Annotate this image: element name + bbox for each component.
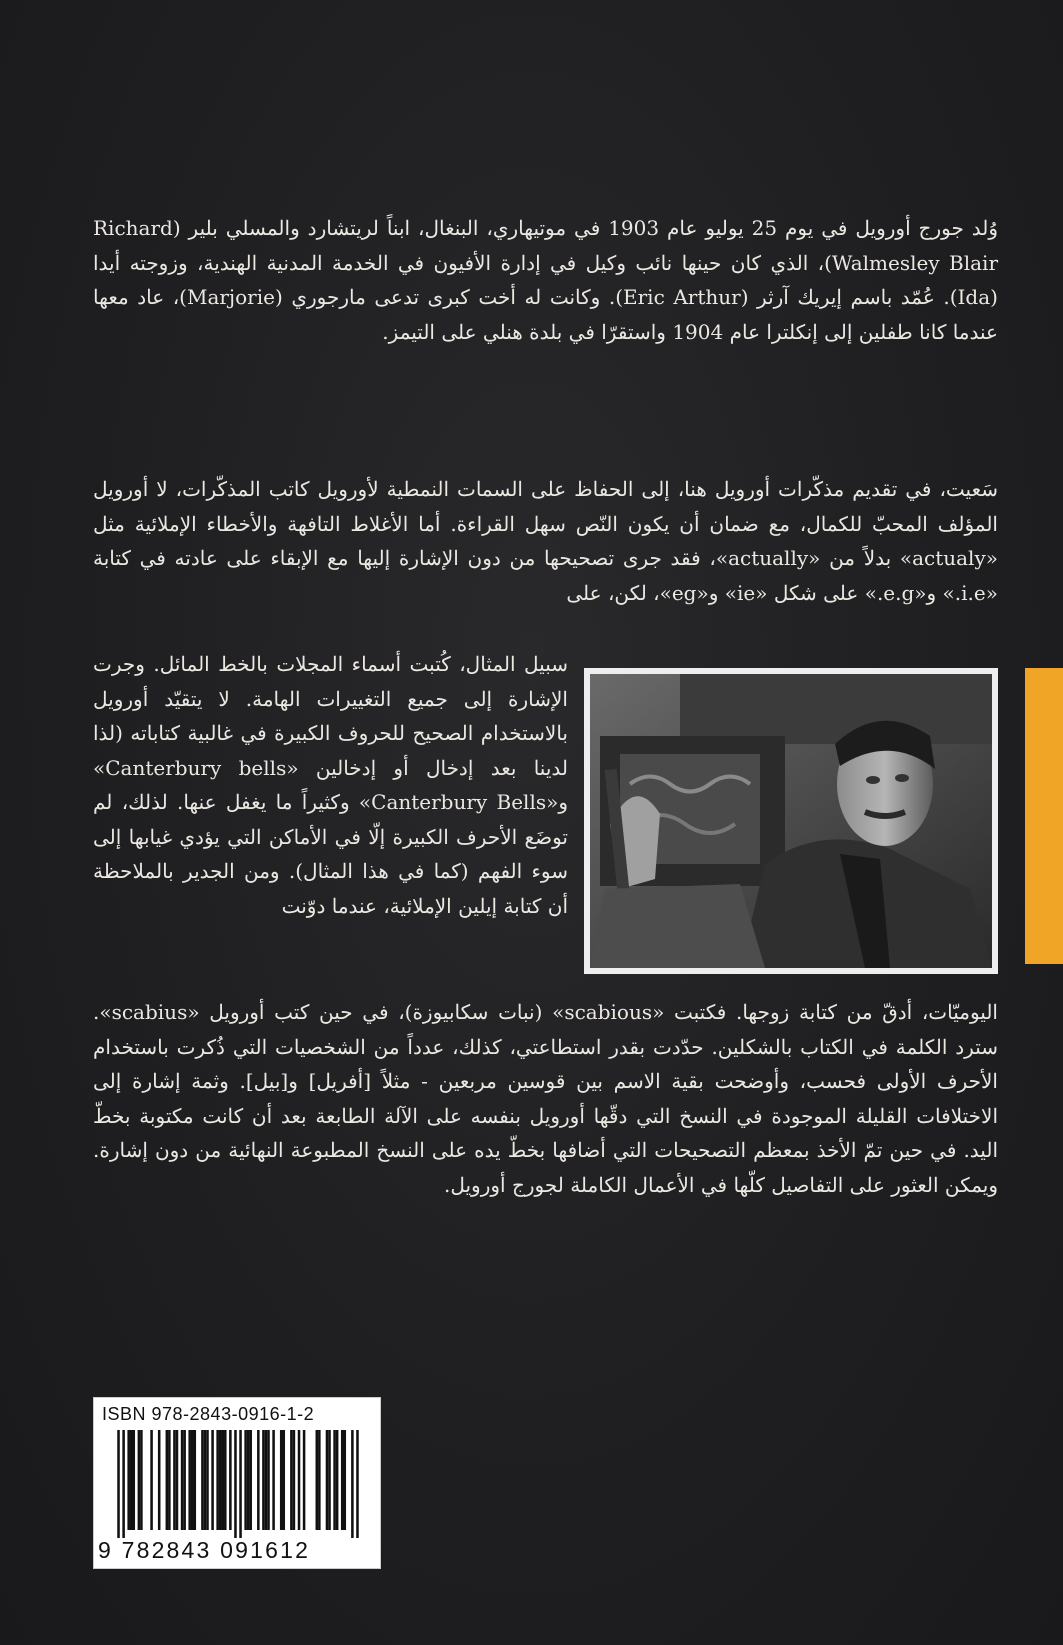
barcode-bar <box>216 1430 219 1530</box>
isbn-barcode <box>93 1397 381 1569</box>
barcode-bar <box>181 1430 184 1530</box>
barcode-bar <box>168 1430 171 1530</box>
barcode-bar <box>234 1430 237 1538</box>
barcode-bar <box>191 1430 194 1530</box>
ean-digits: 9 782843 091612 <box>98 1537 311 1563</box>
barcode-bar <box>127 1430 130 1530</box>
barcode-bar <box>239 1430 242 1538</box>
barcode-bar <box>150 1430 153 1530</box>
barcode-bar <box>247 1430 250 1530</box>
barcode-bar <box>219 1430 222 1530</box>
portrait-image-icon <box>590 674 992 968</box>
barcode-bar <box>221 1430 224 1530</box>
barcode-bar <box>356 1430 359 1538</box>
barcode-bar <box>176 1430 179 1530</box>
barcode-bar <box>140 1430 143 1530</box>
barcode-bar <box>265 1430 268 1530</box>
barcode-bar <box>318 1430 321 1530</box>
barcode-bar <box>280 1430 283 1530</box>
barcode-bar <box>336 1430 339 1530</box>
barcode-bar <box>244 1430 247 1530</box>
author-bio-paragraph: وُلد جورج أورويل في يوم 25 يوليو عام 1903 في موتيهاري، البنغال، ابناً لريتشارد والمسلي بلير (Richard Walmesley Blair)، الذي كان حينها نائب وكيل في إدارة الأفيون في الخدمة المدنية الهندية، وزوجته أيدا (Ida). عُمّد باسم إيريك آرثر (Eric Arthur). وكانت له أخت كبرى تدعى مارجوري (Marjorie)، عاد معها عندما كانا طفلين إلى إنكلترا عام 1904 واستقرّا في بلدة هنلي على التيمز. <box>93 216 999 344</box>
barcode-bar <box>122 1430 125 1538</box>
barcode-bar <box>257 1430 260 1530</box>
barcode-bar <box>282 1430 285 1530</box>
barcode-bar <box>262 1430 265 1530</box>
barcode-bar <box>133 1430 136 1530</box>
barcode-bar <box>206 1430 209 1530</box>
barcode-bar <box>298 1430 301 1530</box>
barcode-bar <box>351 1430 354 1538</box>
barcode-bar <box>326 1430 329 1530</box>
barcode-bar <box>138 1430 141 1530</box>
editorial-note-paragraph-top: سَعيت، في تقديم مذكّرات أورويل هنا، إلى الحفاظ على السمات النمطية لأورويل كاتب المذكّرات، لا أورويل المؤلف المحبّ للكمال، مع ضمان أن يكون النّص سهل القراءة. أما الأغلاط التافهة والأخطاء الإملائية مثل «actualy» بدلاً من «actually»، فقد جرى تصحيحها من دون الإشارة إليها مع الإبقاء على عادته في كتابة «i.e.» و«e.g.» على شكل «ie» و«eg»، لكن، على <box>93 477 998 605</box>
isbn-label: ISBN 978-2843-0916-1-2 <box>102 1404 315 1424</box>
barcode-bar <box>333 1430 336 1530</box>
barcode-bar <box>272 1430 275 1530</box>
barcode-bar <box>117 1430 120 1538</box>
barcode-bar <box>201 1430 204 1530</box>
barcode-bar <box>328 1430 331 1530</box>
barcode-bar <box>316 1430 319 1530</box>
barcode-bar <box>166 1430 169 1530</box>
barcode-bar <box>224 1430 227 1530</box>
barcode-bar <box>341 1430 344 1530</box>
barcode-bar <box>303 1430 306 1530</box>
barcode-bar <box>293 1430 296 1530</box>
barcode-bar <box>229 1430 232 1530</box>
barcode-bar <box>344 1430 347 1530</box>
spine-accent-tab <box>1025 668 1063 964</box>
editorial-note-paragraph-bottom: اليوميّات، أدقّ من كتابة زوجها. فكتبت «scabious» (نبات سكابيوزة)، في حين كتب أورويل «scabius». سترد الكلمة في الكتاب بالشكلين. حدّدت بقدر استطاعتي، كذلك، عدداً من الشخصيات التي ذُكرت باستخدام الأحرف الأولى فحسب، وأوضحت بقية الاسم بين قوسين مربعين - مثلاً [أفريل] و[بيل]. وثمة إشارة إلى الاختلافات القليلة الموجودة في النسخ التي دقّها أورويل بنفسه على الآلة الطابعة بعد أن كانت مكتوبة بخطّ اليد. في حين تمّ الأخذ بمعظم التصحيحات التي أضافها بخطّ يده على النسخ المطبوعة النهائية من دون إشارة. ويمكن العثور على التفاصيل كلّها في الأعمال الكاملة لجورج أورويل. <box>93 1000 998 1197</box>
barcode-bar <box>194 1430 197 1530</box>
barcode-bar <box>267 1430 270 1530</box>
barcode-bar <box>130 1430 133 1530</box>
barcode-bar <box>204 1430 207 1530</box>
barcode-bar <box>211 1430 214 1530</box>
barcode-bar <box>188 1430 191 1530</box>
editorial-note-paragraph-side: سبيل المثال، كُتبت أسماء المجلات بالخط المائل. وجرت الإشارة إلى جميع التغييرات الهامة. لا يتقيّد أورويل بالاستخدام الصحيح للحروف الكبيرة في غالبية كتاباته (لذا لدينا بعد إدخال أو إدخالين «Canterbury bells» و«Canterbury Bells» وكثيراً ما يغفل عنها. لذلك، لم توضَع الأحرف الكبيرة إلّا في الأماكن التي يؤدي غيابها إلى سوء الفهم (كما في هذا المثال). ومن الجدير بالملاحظة أن كتابة إيلين الإملائية، عندما دوّنت <box>93 652 569 918</box>
barcode-bar <box>173 1430 176 1530</box>
author-portrait-photo <box>584 668 998 974</box>
barcode-bars-icon <box>102 1430 374 1538</box>
barcode-bar <box>183 1430 186 1530</box>
barcode-bar <box>290 1430 293 1530</box>
barcode-bar <box>249 1430 252 1530</box>
barcode-bar <box>158 1430 161 1530</box>
